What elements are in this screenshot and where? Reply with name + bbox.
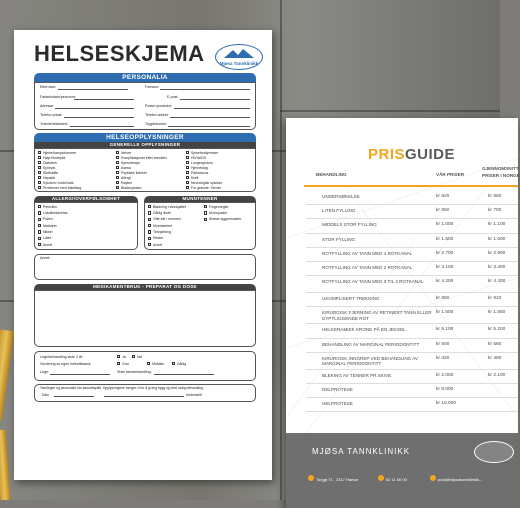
checkbox[interactable]	[38, 181, 41, 184]
price-row-price: kr 1.500	[436, 310, 454, 316]
price-row-name: KIRURGISK FJERNING AV RETINERT TANN ELLER DYPTLIGGENDE ROT	[322, 310, 432, 321]
darlig-checkbox[interactable]	[172, 362, 175, 365]
ja-checkbox[interactable]	[117, 355, 120, 358]
field-label: Yrke/arbeidssted:	[40, 122, 68, 126]
checkbox[interactable]	[38, 161, 41, 164]
price-row-name: ROTFYLLING AV TANN MED 3 TIL 4 ROTKANAL	[322, 279, 424, 285]
clinic-logo	[474, 441, 514, 463]
row-divider	[306, 323, 518, 324]
middels-label: Middels	[152, 362, 165, 366]
checkbox[interactable]	[148, 230, 151, 233]
lege-field[interactable]	[50, 374, 110, 375]
price-row-average: kr 3.400	[488, 265, 506, 270]
price-guide-sheet	[286, 118, 518, 508]
postnr-field[interactable]	[174, 108, 250, 109]
checkbox-label: Diabetes	[43, 160, 57, 165]
wall-seam	[280, 110, 500, 112]
section-header-munn: MUNNTENNER	[144, 196, 256, 202]
price-row-price: kr 4.200	[436, 279, 454, 285]
checkbox[interactable]	[204, 218, 207, 221]
row-divider	[306, 306, 518, 307]
checkbox-label: Matvarer	[43, 223, 57, 228]
underskrift-label: Underskrift	[186, 393, 202, 397]
nei-checkbox[interactable]	[132, 355, 135, 358]
checkbox[interactable]	[186, 186, 189, 189]
checkbox-label: Psykiske lidelser	[121, 170, 147, 175]
checkbox[interactable]	[186, 181, 189, 184]
price-row-price: kr 1.000	[436, 222, 454, 228]
checkbox-label: Stoffskifte	[43, 170, 59, 175]
checkbox-label: Spiseforstyrrelser	[191, 150, 219, 155]
fodsel-field[interactable]	[74, 99, 134, 100]
checkbox[interactable]	[204, 205, 207, 208]
logo-text: Mjøsa Tannklinikk	[219, 61, 259, 66]
checkbox-label: Pollen	[43, 217, 53, 222]
checkbox-label: Sykdom i hode/hals	[43, 180, 74, 185]
checkbox[interactable]	[38, 211, 41, 214]
row-divider	[306, 383, 518, 384]
price-row-price: kr 850	[436, 296, 450, 302]
checkbox[interactable]	[38, 237, 41, 240]
price-row-average: kr 5.200	[488, 327, 506, 333]
row-divider	[306, 369, 518, 370]
price-row-average: kr 1.100	[488, 222, 506, 228]
checkbox[interactable]	[186, 166, 189, 169]
checkbox-label: Kreft	[191, 175, 199, 180]
field-label: Telefon privat:	[40, 113, 63, 117]
price-row-price: kr 2.700	[436, 250, 454, 256]
section-header-personalia: PERSONALIA	[34, 73, 256, 82]
checkbox-label: Ømme tyggemuskler	[209, 217, 242, 222]
checkbox-label: Parkinsons	[191, 170, 209, 175]
guide-email: post@mjosatannklinikk...	[438, 477, 483, 482]
checkbox[interactable]	[204, 211, 207, 214]
row-divider	[306, 338, 518, 339]
price-row-name: ROTFYLLING AV TANN MED 1 ROTKANAL	[322, 250, 413, 256]
mountain-icon	[224, 48, 254, 58]
field-label: Trygdekontor:	[145, 122, 168, 126]
email-icon	[430, 475, 436, 481]
health-form-sheet	[14, 30, 272, 480]
col-gjennomsnitt: GJENNOMSNITT	[482, 166, 519, 171]
row-divider	[306, 352, 518, 353]
checkbox[interactable]	[186, 156, 189, 159]
checkbox[interactable]	[38, 156, 41, 159]
checkbox-label: Fingernegler	[209, 204, 229, 209]
section-header-allergi: ALLERGI/OVERFØLSOMHET	[34, 196, 138, 202]
col-behandling: BEHANDLING	[316, 172, 347, 177]
row-divider	[306, 275, 518, 276]
checkbox-label: Bladerykdom	[121, 185, 142, 190]
price-row-price: kr 10.000	[436, 401, 457, 407]
checkbox[interactable]	[38, 205, 41, 208]
checkbox-label: Nerver	[121, 150, 132, 155]
epost-field[interactable]	[180, 99, 250, 100]
checkbox[interactable]	[116, 166, 119, 169]
checkbox[interactable]	[148, 218, 151, 221]
checkbox[interactable]	[38, 218, 41, 221]
section-header-helse: HELSEOPPLYSNINGER	[34, 133, 256, 142]
checkbox-label: Munnpusler	[209, 211, 228, 215]
checkbox[interactable]	[38, 224, 41, 227]
price-row-name: HELKERAMISK KRONE PÅ EN JEKSEL	[322, 327, 406, 333]
field-label: Fornavn:	[145, 85, 160, 89]
section-header-generelle: GENERELLE OPPLYSNINGER	[34, 142, 256, 148]
clinic-logo	[215, 44, 263, 70]
checkbox[interactable]	[148, 205, 151, 208]
checkbox-label: Lokalbedøvelse	[43, 211, 68, 215]
col-gjennomsnitt-2: PRISER I NORGE	[482, 173, 520, 178]
trygd-field[interactable]	[168, 126, 250, 127]
header-divider	[304, 185, 518, 187]
price-row-price: kr 820	[436, 194, 450, 199]
price-row-name: MIDDELS STOR FYLLING	[322, 222, 377, 228]
god-checkbox[interactable]	[117, 362, 120, 365]
dato-field[interactable]	[54, 396, 94, 397]
checkbox[interactable]	[38, 171, 41, 174]
row-divider	[306, 292, 518, 293]
checkbox[interactable]	[38, 166, 41, 169]
price-row-name: BLEKING AV TENNER PR.SKIVE	[322, 372, 392, 378]
price-row-name: UKOMPLISERT TREKKING	[322, 296, 380, 302]
checkbox[interactable]	[186, 161, 189, 164]
vurdering-label: Vurdering av egen helsetilstand:	[40, 362, 92, 366]
checkbox-label: Dårlig ånde	[153, 211, 171, 215]
col-var-priser: VÅR PRISER	[436, 172, 465, 177]
checkbox-label: Kjemoterapi	[121, 160, 140, 165]
checkbox[interactable]	[116, 171, 119, 174]
price-row-price: kr 500	[436, 341, 450, 347]
checkbox-label: Problemer med blødning	[43, 185, 82, 190]
god-label: God	[122, 362, 129, 366]
checkbox-label: Tannpirking	[153, 229, 171, 234]
price-row-price: kr 5.100	[436, 327, 454, 333]
field-label: Fødselsdato/personnr:	[40, 95, 76, 99]
checkbox[interactable]	[186, 176, 189, 179]
checkbox[interactable]	[38, 151, 41, 154]
section-header-medikamenter: MEDIKAMENTBRUK - PREPARAT OG DOSE	[34, 284, 256, 290]
guide-address: Torggt 71 , 2317 Hamar	[316, 477, 359, 482]
price-row-name: LITEN FYLLING	[322, 208, 356, 214]
wall-seam	[280, 0, 282, 500]
checkbox-label: HIV/AIDS	[191, 155, 206, 160]
price-row-price: kr 3.100	[436, 265, 454, 270]
checkbox-label: Hjerneslag	[191, 165, 208, 170]
checkbox[interactable]	[116, 161, 119, 164]
guide-title-pris: PRIS	[368, 146, 406, 163]
darlig-label: Dårlig	[177, 362, 187, 366]
nei-label: Nei	[137, 355, 143, 359]
checkbox-label: Annet	[43, 242, 53, 247]
checkbox[interactable]	[38, 176, 41, 179]
price-row-average: kr 910	[488, 296, 502, 302]
adresse-field[interactable]	[55, 108, 134, 109]
price-row-price: kr 420	[436, 355, 450, 361]
checkbox[interactable]	[116, 186, 119, 189]
price-row-name: DELPROTESE	[322, 387, 353, 392]
underskrift-field[interactable]	[104, 396, 184, 397]
checkbox-label: Latex	[43, 236, 52, 241]
location-icon	[308, 475, 314, 481]
field-label: Postnr./poststed:	[145, 104, 172, 108]
checkbox[interactable]	[116, 176, 119, 179]
checkbox-label: Hjerte/karsykdommer	[43, 150, 77, 155]
checkbox-label: Lungesykdom	[191, 160, 213, 165]
middels-checkbox[interactable]	[147, 362, 150, 365]
siste-field[interactable]	[154, 374, 214, 375]
field-label: Etternavn:	[40, 85, 57, 89]
checkbox-label: Astma	[121, 165, 131, 170]
checkbox[interactable]	[38, 186, 41, 189]
price-row-name: KIRURGISK INNGREP VED BEHANDLING AV MARGINAL PERIODONTITT	[322, 355, 419, 367]
ja-label: Ja	[122, 355, 126, 359]
pencil	[0, 329, 14, 420]
last-visit-label: Lege/behandling siste 2 år:	[40, 355, 84, 359]
pencil	[0, 430, 10, 501]
checkbox[interactable]	[148, 211, 151, 214]
price-row-name: BEHANDLING AV MARGINAL PERIODONTITT	[322, 341, 420, 347]
row-divider	[306, 233, 518, 234]
medikament-box[interactable]	[34, 290, 256, 347]
lege-label: Lege:	[40, 370, 49, 374]
checkbox-label: Nikkel	[43, 229, 53, 234]
checkbox-label: Ofte sår i munnen	[153, 217, 181, 222]
checkbox[interactable]	[38, 230, 41, 233]
checkbox-label: Allergi	[121, 175, 131, 180]
footer-text: Tannlegen og personalet har taushetsplikt. Opplysningene trenger vi for å gi deg trygg og best mulig behandling.	[40, 386, 204, 390]
guide-brand: MJØSA TANNKLINIKK	[312, 447, 411, 456]
checkbox-label: Høyt blodtrykk	[43, 155, 66, 160]
price-row-average: kr 1.600	[488, 236, 506, 242]
form-title: HELSESKJEMA	[34, 41, 205, 66]
price-row-price: kr 2.000	[436, 372, 454, 378]
checkbox[interactable]	[186, 151, 189, 154]
checkbox[interactable]	[186, 171, 189, 174]
field-label: Adresse:	[40, 104, 55, 108]
checkbox-label: Røyker	[121, 180, 133, 185]
field-label: Telefon arbeid:	[145, 113, 169, 117]
price-row-average: kr 1.650	[488, 310, 506, 316]
checkbox[interactable]	[148, 243, 151, 246]
checkbox[interactable]	[148, 224, 151, 227]
checkbox-label: Munntørrhet	[153, 223, 173, 228]
guide-title	[368, 146, 455, 163]
price-row-average: kr 4.400	[488, 279, 506, 285]
checkbox-label: Annet	[153, 242, 163, 247]
field-label: E-post:	[167, 95, 179, 99]
checkbox-label: Hepatitt	[43, 175, 56, 180]
telefon-privat-field[interactable]	[64, 117, 134, 118]
price-row-average: kr 490	[488, 355, 502, 361]
fornavn-field[interactable]	[160, 89, 250, 90]
checkbox[interactable]	[116, 156, 119, 159]
price-row-price: kr 650	[436, 208, 450, 214]
price-row-average: kr 2.100	[488, 372, 506, 378]
price-row-name: STOR FYLLING	[322, 236, 356, 242]
checkbox-label: Blødning i tannkjøttet	[153, 204, 186, 209]
row-divider	[306, 261, 518, 262]
annet-box[interactable]	[34, 254, 256, 280]
telefon-arbeid-field[interactable]	[170, 117, 250, 118]
phone-icon	[378, 475, 384, 481]
checkbox[interactable]	[116, 151, 119, 154]
row-divider	[306, 204, 518, 205]
guide-title-guide: GUIDE	[405, 146, 456, 163]
price-row-price: kr 8.000	[436, 387, 454, 392]
price-row-name: UNDERSØKELSE	[322, 194, 360, 199]
checkbox[interactable]	[116, 181, 119, 184]
etternavn-field[interactable]	[58, 89, 128, 90]
checkbox-label: Epilepsi	[43, 165, 56, 170]
row-divider	[306, 218, 518, 219]
dato-label: Dato	[42, 393, 49, 397]
price-row-name: HELPROTESE	[322, 401, 353, 407]
yrke-field[interactable]	[70, 126, 134, 127]
price-row-price: kr 1.500	[436, 236, 454, 242]
checkbox-label: For gravide: Termin	[191, 185, 222, 190]
checkbox-label: Rester	[153, 236, 164, 241]
checkbox-label: Komplikasjoner etter tannbeh.	[121, 155, 168, 160]
price-row-average: kr 860	[488, 194, 502, 199]
price-row-average: kr 2.900	[488, 250, 506, 256]
checkbox[interactable]	[148, 237, 151, 240]
annet-label: Annet:	[40, 256, 51, 260]
row-divider	[306, 247, 518, 248]
price-row-average: kr 560	[488, 341, 502, 347]
siste-label: Siste tannbehandling:	[117, 370, 152, 374]
row-divider	[306, 397, 518, 398]
checkbox[interactable]	[38, 243, 41, 246]
row-divider	[306, 411, 518, 412]
price-row-average: kr 700	[488, 208, 502, 214]
price-row-name: ROTFYLLING AV TANN MED 2 ROTKANAL	[322, 265, 413, 270]
checkbox-label: Penicillin	[43, 204, 57, 209]
checkbox-label: Nevrologisk sykdom	[191, 180, 223, 185]
guide-phone: 62 11 60 00	[386, 477, 407, 482]
